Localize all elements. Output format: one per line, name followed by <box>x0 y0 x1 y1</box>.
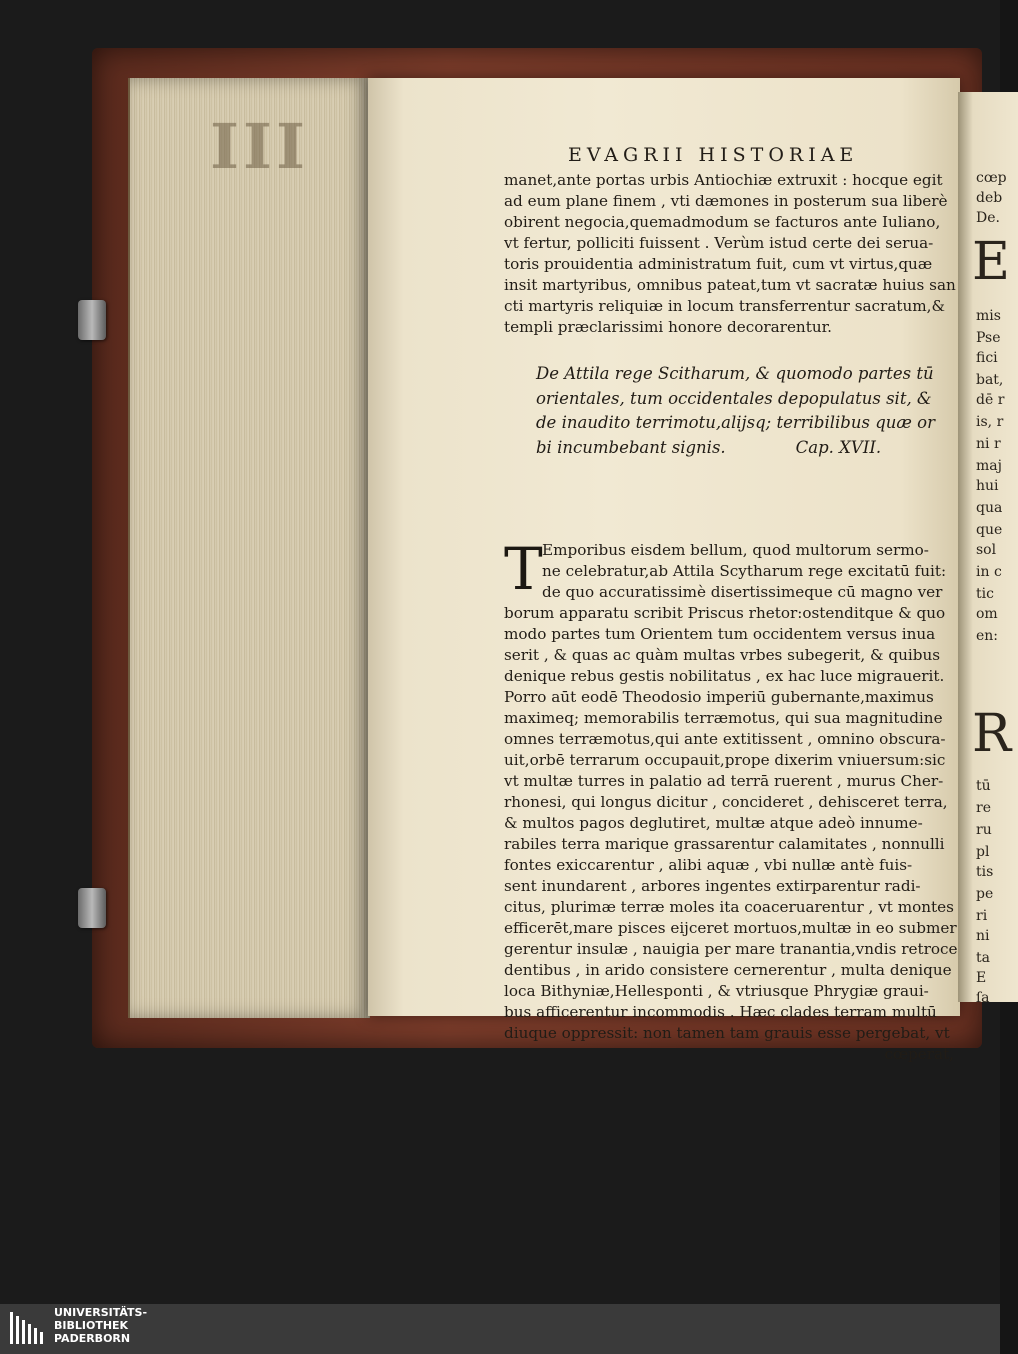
facing-page-fragment: que <box>976 522 1003 538</box>
chapter-line: citus, plurimæ terræ moles ita coaceruarentur , vt montes <box>504 898 954 916</box>
library-name-line: BIBLIOTHEK <box>54 1319 129 1332</box>
chapter-line: borum apparatu scribit Priscus rhetor:ostenditque & quo <box>504 604 946 622</box>
chapter-line: & multos pagos deglutiret, multæ atque adeò innume- <box>504 814 923 832</box>
clasp-top <box>78 300 106 340</box>
facing-page-fragment: ni r <box>976 436 1001 452</box>
chapter-line: omnes terræmotus,qui ante extitissent , omnino obscura- <box>504 730 946 748</box>
facing-page-fragment: ſa <box>976 990 990 1006</box>
chapter-line: diuque oppressit: non tamen tam grauis esse pergebat, vt <box>504 1024 950 1042</box>
chapter-line: denique rebus gestis nobilitatus , ex hac luce migrauerit. <box>504 667 945 685</box>
chapter-line: loca Bithyniæ,Hellesponti , & vtriusque Phrygiæ graui- <box>504 982 929 1000</box>
clasp-bottom <box>78 888 106 928</box>
chapter-heading <box>536 362 956 460</box>
facing-page-fragment: pl <box>976 844 990 860</box>
facing-page-fragment: E <box>972 232 1010 292</box>
body-line: insit martyribus, omnibus pateat,tum vt sacratæ huius san <box>504 276 956 294</box>
facing-page-fragment: in c <box>976 564 1002 580</box>
heading-line <box>536 436 956 461</box>
chapter-line: gerentur insulæ , nauigia per mare tranantia,vndis retroce <box>504 940 958 958</box>
library-name-line: UNIVERSITÄTS- <box>54 1306 148 1319</box>
facing-page-fragment: deb <box>976 190 1003 206</box>
facing-page-fragment: tic <box>976 586 994 602</box>
body-line: templi præclarissimi honore decorarentur. <box>504 318 833 336</box>
heading-line-text: bi incumbebant signis. <box>536 437 726 457</box>
facing-page-fragment: om <box>976 606 998 622</box>
facing-page-fragment: maj <box>976 458 1002 474</box>
body-line: obirent negocia,quemadmodum se facturos ante Iuliano, <box>504 213 941 231</box>
facing-page-fragment: pe <box>976 886 994 902</box>
chapter-line: efficerēt,mare pisces eijceret mortuos,multæ in eo submer <box>504 919 957 937</box>
facing-page-fragment: sol <box>976 542 997 558</box>
body-line: ad eum plane finem , vti dæmones in posterum sua liberè <box>504 192 948 210</box>
chapter-line: Porro aūt eodē Theodosio imperiū gubernante,maximus <box>504 688 934 706</box>
heading-line: De Attila rege Scitharum, & quomodo partes tū <box>536 364 934 383</box>
chapter-line: rhonesi, qui longus dicitur , concideret , dehisceret terra, <box>504 793 948 811</box>
facing-page-fragment: R <box>972 704 1012 764</box>
chapter-line: dentibus , in arido consistere cernerentur , multa denique <box>504 961 952 979</box>
chapter-label: Cap. XVII. <box>795 437 882 457</box>
body-text <box>504 170 954 338</box>
drop-cap: T <box>504 535 543 603</box>
facing-page-fragment: fici <box>976 350 998 366</box>
facing-page-fragment: ri <box>976 908 988 924</box>
facing-page-fragment: mis <box>976 308 1001 324</box>
facing-page-fragment: ni <box>976 928 990 944</box>
catchword: cœperat, <box>884 1045 954 1063</box>
library-name-line: PADERBORN <box>54 1332 131 1345</box>
chapter-line: rabiles terra marique grassarentur calamitates , nonnulli <box>504 835 945 853</box>
chapter-line: de quo accuratissimè disertissimeque cū magno ver <box>542 583 943 601</box>
library-logo-icon <box>8 1306 48 1348</box>
facing-page-fragment: tis <box>976 864 994 880</box>
facing-page-fragment: ru <box>976 822 992 838</box>
chapter-line: serit , & quas ac quàm multas vrbes subegerit, & quibus <box>504 646 941 664</box>
facing-page-fragment: ta <box>976 950 990 966</box>
facing-page-fragment: qua <box>976 500 1003 516</box>
facing-page-fragment: bat, <box>976 372 1004 388</box>
chapter-line: maximeq; memorabilis terræmotus, qui sua magnitudine <box>504 709 943 727</box>
page-edge-stack <box>128 78 370 1018</box>
facing-page-fragment: De. <box>976 210 1000 226</box>
chapter-line: fontes exiccarentur , alibi aquæ , vbi nullæ antè fuis- <box>504 856 913 874</box>
library-name <box>54 1306 147 1345</box>
chapter-line: uit,orbē terrarum occupauit,prope dixerim vniuersum:sic <box>504 751 946 769</box>
facing-page-fragment: Pse <box>976 330 1001 346</box>
stack-marking: III <box>210 110 310 183</box>
heading-line: orientales, tum occidentales depopulatus sit, & <box>536 388 932 408</box>
facing-page-fragment: cœp <box>976 170 1007 186</box>
facing-page-fragment: hui <box>976 478 999 494</box>
facing-page-fragment: en: <box>976 628 999 644</box>
body-line: cti martyris reliquiæ in locum transferrentur sacratum,& <box>504 297 946 315</box>
body-line: vt fertur, polliciti fuissent . Verùm istud certe dei serua- <box>504 234 934 252</box>
chapter-line: Emporibus eisdem bellum, quod multorum sermo- <box>542 541 929 559</box>
chapter-text <box>504 535 958 1065</box>
chapter-line: bus afficerentur incommodis . Hæc clades terram multū <box>504 1003 937 1021</box>
facing-page-fragment: re <box>976 800 991 816</box>
chapter-line: ne celebratur,ab Attila Scytharum rege excitatū fuit: <box>542 562 947 580</box>
facing-page-edge <box>958 92 1018 1006</box>
heading-line: de inaudito terrimotu,alijsq; terribilibus quæ or <box>536 413 935 432</box>
body-line: toris prouidentia administratum fuit, cum vt virtus,quæ <box>504 255 933 273</box>
chapter-line: sent inundarent , arbores ingentes extirparentur radi- <box>504 877 921 895</box>
library-footer <box>0 1304 1000 1354</box>
facing-page-fragment: dē r <box>976 392 1005 408</box>
chapter-line: vt multæ turres in palatio ad terrā ruerent , murus Cher- <box>504 772 944 790</box>
running-head: EVAGRII HISTORIAE <box>568 144 859 166</box>
facing-page-fragment: is, r <box>976 414 1004 430</box>
facing-page-fragment: tū <box>976 778 991 794</box>
chapter-line: modo partes tum Orientem tum occidentem versus inua <box>504 625 936 643</box>
facing-page-fragment: E <box>976 970 987 986</box>
body-line: manet,ante portas urbis Antiochiæ extruxit : hocque egit <box>504 171 943 189</box>
